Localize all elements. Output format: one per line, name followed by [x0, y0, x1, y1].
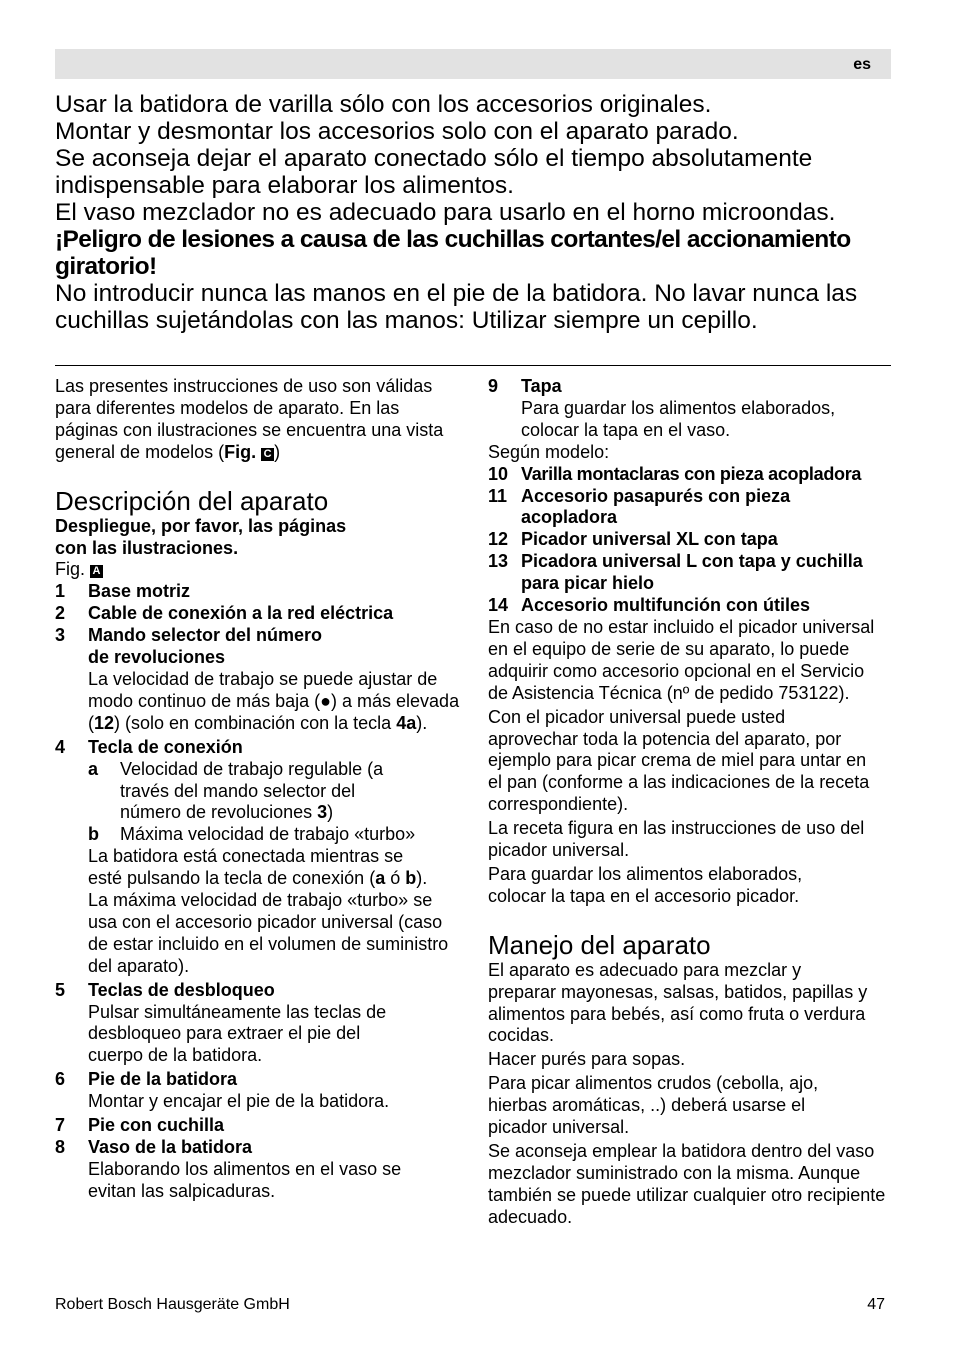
sub-text: Máxima velocidad de trabajo «turbo»	[120, 824, 416, 845]
item-number: 7	[55, 1115, 66, 1136]
paragraph: El aparato es adecuado para mezclar y preparar mayonesas, salsas, batidos, papillas y alimentos para bebés, así como fruta o verdura cocidas.	[488, 959, 868, 1046]
item-number: 11	[488, 485, 508, 506]
sub-text	[120, 759, 410, 825]
dot-symbol: ●	[320, 690, 332, 711]
warning-line: Montar y desmontar los accesorios solo con el aparato parado.	[55, 118, 739, 145]
ref-letter: b	[405, 868, 417, 889]
item-number: 9	[488, 376, 499, 396]
fold-note: Despliegue, por favor, las páginas con las ilustraciones.	[55, 515, 347, 558]
item-description: Elaborando los alimentos en el vaso se evitan las salpicaduras.	[88, 1158, 402, 1201]
list-item	[488, 529, 893, 551]
item-label: Picador universal XL con tapa	[521, 529, 778, 550]
paragraph: La receta figura en las instrucciones de uso del picador universal.	[488, 818, 865, 861]
item-description: Para guardar los alimentos elaborados, colocar la tapa en el vaso.	[521, 397, 836, 440]
paragraph: En caso de no estar incluido el picador universal en el equipo de serie de su aparato, lo puede adquirir como accesorio opcional en el Servicio de Asistencia Técnica (nº de pedido 753122).	[488, 616, 875, 703]
item-number: 14	[488, 595, 509, 616]
section-title: Manejo del aparato	[488, 929, 711, 960]
list-item	[488, 595, 893, 617]
fig-letter-box: A	[90, 565, 103, 578]
item-description: Pulsar simultáneamente las teclas de desbloqueo para extraer el pie del cuerpo de la batidora.	[88, 1001, 387, 1066]
fig-ref: Fig.	[224, 441, 257, 462]
intro-close: )	[274, 441, 281, 462]
intro-paragraph	[55, 376, 460, 464]
sub-item	[55, 824, 460, 846]
desc-text: La velocidad de trabajo se puede ajustar de modo continuo de más baja (	[88, 668, 438, 711]
item-label: Tecla de conexión	[88, 736, 243, 757]
language-code: es	[853, 56, 871, 73]
list-item	[55, 581, 460, 603]
left-column	[55, 376, 460, 1203]
fig-label	[55, 559, 460, 581]
item-label: Teclas de desbloqueo	[88, 979, 275, 1000]
model-note: Según modelo:	[488, 441, 610, 462]
list-item	[55, 1115, 460, 1137]
ref-number: 4a	[396, 712, 417, 733]
paragraph: Para guardar los alimentos elaborados, colocar la tapa en el accesorio picador.	[488, 863, 803, 906]
item-label: Base motriz	[88, 581, 191, 602]
item-description: La máxima velocidad de trabajo «turbo» se usa con el accesorio picador universal (caso de estar incluido en el volumen de suministro del aparato).	[88, 890, 449, 976]
warning-line: Se aconseja dejar el aparato conectado sólo el tiempo absolutamente indispensable para elaborar los alimentos.	[55, 145, 813, 199]
paragraph: Con el picador universal puede usted aprovechar toda la potencia del aparato, por ejemplo para picar crema de miel para untar en el pan (conforme a las indicaciones de la receta correspondiente).	[488, 706, 870, 815]
list-item	[488, 486, 893, 530]
item-label: Pie de la batidora	[88, 1069, 238, 1090]
item-number: 10	[488, 463, 509, 484]
item-label: Tapa	[521, 376, 562, 396]
desc-text: ).	[416, 712, 428, 733]
list-item	[488, 464, 893, 486]
footer-company: Robert Bosch Hausgeräte GmbH	[55, 1296, 290, 1313]
right-column	[488, 376, 893, 1229]
item-description	[55, 846, 438, 890]
list-item	[55, 737, 460, 759]
section-title: Descripción del aparato	[55, 485, 329, 516]
fig-letter-box: C	[261, 448, 274, 461]
danger-heading: ¡Peligro de lesiones a causa de las cuchillas cortantes/el accionamiento giratorio!	[55, 226, 851, 280]
ref-number: 12	[94, 712, 115, 733]
safety-warnings	[55, 91, 895, 334]
danger-text: No introducir nunca las manos en el pie de la batidora. No lavar nunca las cuchillas sujetándolas con las manos: Utilizar siempre un cepillo.	[55, 280, 858, 334]
item-label: Picadora universal L con tapa y cuchilla para picar hielo	[521, 551, 863, 594]
item-number: 3	[55, 625, 66, 646]
fig-label-text: Fig.	[55, 559, 86, 580]
list-item	[55, 625, 460, 669]
language-bar	[55, 49, 891, 79]
item-label: Vaso de la batidora	[88, 1137, 253, 1157]
desc-text: La batidora está conectada mientras se esté pulsando la tecla de conexión (	[88, 846, 404, 889]
list-item	[55, 1069, 460, 1091]
warning-line: El vaso mezclador no es adecuado para usarlo en el horno microondas.	[55, 199, 836, 226]
item-label: Cable de conexión a la red eléctrica	[88, 603, 394, 624]
desc-text: ó	[385, 868, 406, 889]
desc-text: Velocidad de trabajo regulable (a través del mando selector del número de revoluciones	[120, 758, 384, 823]
sub-letter: a	[88, 758, 99, 779]
item-number: 2	[55, 603, 66, 624]
item-number: 1	[55, 581, 66, 602]
item-number: 13	[488, 551, 509, 572]
item-description	[55, 669, 460, 735]
divider	[55, 365, 891, 366]
list-item	[55, 603, 460, 625]
list-item	[55, 980, 460, 1002]
item-number: 5	[55, 979, 66, 1000]
item-label: Accesorio multifunción con útiles	[521, 595, 811, 616]
intro-text: Las presentes instrucciones de uso son válidas para diferentes modelos de aparato. En las páginas con ilustraciones se encuentra una vista general de modelos (	[55, 376, 444, 462]
item-label: Accesorio pasapurés con pieza acopladora	[521, 485, 791, 528]
list-item	[488, 551, 893, 595]
warning-line: Usar la batidora de varilla sólo con los accesorios originales.	[55, 91, 712, 118]
list-item	[488, 376, 893, 398]
ref-number: 3	[317, 802, 328, 823]
paragraph: Hacer purés para sopas.	[488, 1049, 686, 1070]
item-label: Varilla montaclaras con pieza acopladora	[521, 463, 862, 484]
desc-text: ) (solo en combinación con la tecla	[114, 712, 397, 733]
paragraph: Para picar alimentos crudos (cebolla, ajo, hierbas aromáticas, ..) deberá usarse el picador universal.	[488, 1073, 819, 1138]
sub-letter: b	[88, 824, 99, 845]
paragraph: Se aconseja emplear la batidora dentro del vaso mezclador suministrado con la misma. Aunque también se puede utilizar cualquier otro recipiente adecuado.	[488, 1141, 886, 1227]
item-label: Mando selector del número de revoluciones	[88, 625, 323, 668]
desc-text: ).	[416, 868, 428, 889]
list-item	[55, 1137, 460, 1159]
page-number: 47	[867, 1296, 885, 1313]
item-label: Pie con cuchilla	[88, 1115, 225, 1136]
item-number: 8	[55, 1137, 66, 1157]
item-number: 4	[55, 736, 66, 757]
item-number: 12	[488, 529, 509, 550]
ref-letter: a	[375, 868, 386, 889]
desc-text: ) a más elevada (	[88, 690, 460, 733]
sub-item	[55, 759, 460, 825]
item-number: 6	[55, 1069, 66, 1090]
desc-text: )	[327, 802, 334, 823]
item-description: Montar y encajar el pie de la batidora.	[88, 1091, 390, 1112]
